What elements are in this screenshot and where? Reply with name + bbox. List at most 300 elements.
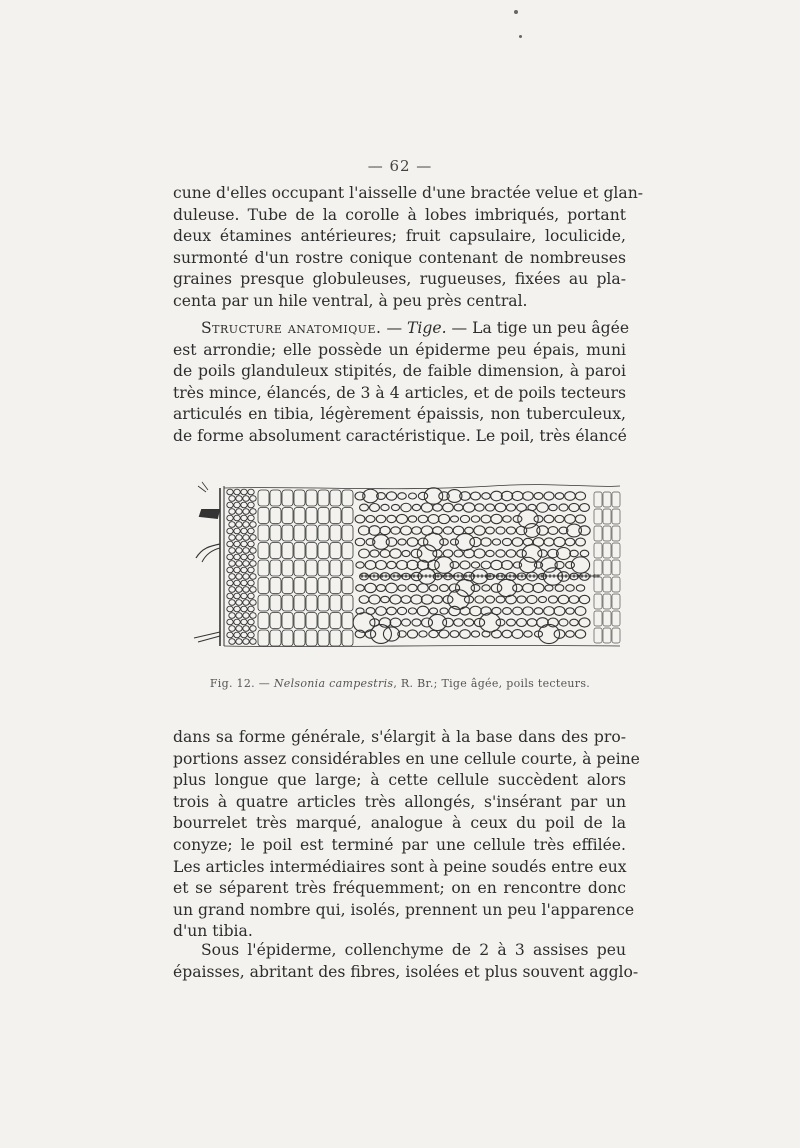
xylem-cell: [460, 492, 471, 501]
xylem-cell: [454, 619, 463, 626]
xylem-cell: [376, 515, 385, 522]
xylem-cell: [481, 561, 491, 569]
page-number: — 62 —: [367, 157, 433, 175]
xylem-cell: [355, 515, 365, 523]
parenchyma-cell: [270, 543, 281, 559]
cortex-cell: [250, 574, 256, 580]
pith-cell: [612, 577, 620, 592]
xylem-cell: [569, 596, 579, 604]
xylem-cell: [417, 606, 429, 616]
pith-cell: [612, 543, 620, 558]
cortex-cell: [234, 567, 240, 573]
cortex-cell: [243, 639, 249, 645]
xylem-cell: [544, 515, 554, 523]
cortex-cell: [250, 509, 256, 515]
xylem-cell: [390, 618, 401, 627]
xylem-cell: [555, 561, 564, 568]
parenchyma-cell: [294, 595, 305, 611]
xylem-cell: [380, 526, 390, 534]
xylem-cell: [419, 631, 427, 637]
xylem-cell: [579, 595, 589, 603]
parenchyma-cell: [270, 525, 281, 541]
xylem-cell: [355, 538, 364, 545]
xylem-cell: [387, 515, 396, 522]
text-line: portions assez considérables en une cellule courte, à peine: [173, 749, 640, 768]
xylem-cell: [401, 596, 411, 604]
xylem-cell: [580, 550, 589, 557]
cortex-cell: [229, 496, 235, 502]
cambium-dot: [517, 575, 519, 577]
pith-cell: [594, 509, 602, 524]
xylem-cell: [507, 619, 516, 626]
text-line: Les articles intermédiaires sont à peine soudés entre eux: [173, 857, 627, 876]
text-line: Sous l'épiderme, collenchyme de 2 à 3 assises peu: [201, 941, 626, 959]
xylem-cell: [475, 504, 484, 511]
xylem-cell: [450, 516, 458, 522]
xylem-cell: [471, 562, 479, 568]
parenchyma-cell: [342, 595, 353, 611]
xylem-cell: [450, 631, 459, 638]
cambium-dot: [513, 575, 515, 577]
cortex-cell: [234, 606, 240, 612]
xylem-cell: [575, 630, 585, 638]
parenchyma-cell: [258, 543, 269, 559]
parenchyma-cell: [294, 543, 305, 559]
xylem-cell: [517, 550, 527, 558]
figure-caption: [0, 677, 800, 690]
cortex-cell: [227, 632, 233, 638]
cortex-cell: [243, 496, 249, 502]
cambium-dot: [381, 575, 383, 577]
xylem-cell: [443, 527, 452, 534]
cambium-dot: [585, 575, 587, 577]
xylem-cell: [502, 538, 511, 545]
xylem-cell: [454, 550, 463, 557]
xylem-cell: [365, 561, 376, 570]
cortex-cell: [248, 515, 254, 521]
xylem-cell: [566, 562, 575, 569]
cortex-cell: [234, 554, 240, 560]
xylem-cell: [412, 619, 421, 626]
xylem-cell: [548, 596, 557, 603]
parenchyma-cell: [258, 578, 269, 594]
cortex-cell: [248, 567, 254, 573]
xylem-cell: [460, 607, 470, 615]
xylem-cell: [408, 493, 416, 499]
cortex-cell: [236, 535, 242, 541]
xylem-cell: [566, 631, 575, 638]
parenchyma-cell: [282, 543, 293, 559]
text-line: de poils glanduleux stipités, de faible dimension, à paroi: [173, 362, 626, 381]
ink-speck: [514, 10, 518, 14]
xylem-cell: [460, 561, 470, 569]
paragraph-1: [173, 183, 644, 313]
xylem-cell: [555, 493, 564, 500]
parenchyma-cell: [318, 490, 329, 506]
cortex-cell: [248, 554, 254, 560]
text-line: conyze; le poil est terminé par une cellule très effilée.: [173, 835, 626, 854]
parenchyma-cell: [318, 508, 329, 524]
xylem-cell: [398, 493, 407, 500]
xylem-cell: [429, 585, 438, 592]
xylem-cell: [433, 596, 443, 604]
vessel-cell: [538, 624, 559, 643]
pith-cell: [612, 594, 620, 609]
cortex-cell: [234, 515, 240, 521]
parenchyma-cell: [270, 595, 281, 611]
xylem-cell: [576, 538, 586, 546]
parenchyma-cell: [282, 560, 293, 576]
cortex-cell: [250, 613, 256, 619]
parenchyma-cell: [330, 578, 341, 594]
xylem-cell: [517, 596, 526, 603]
cambium-dot: [413, 575, 415, 577]
cambium-dot: [461, 575, 463, 577]
xylem-cell: [370, 504, 380, 512]
text-line: plus longue que large; à cette cellule succèdent alors: [173, 771, 626, 790]
text-line: bourrelet très marqué, analogue à ceux du poil de la: [173, 814, 626, 833]
xylem-cell: [554, 607, 565, 616]
xylem-cell: [527, 595, 537, 603]
xylem-cell: [391, 527, 400, 534]
xylem-cell: [565, 538, 575, 546]
cambium-dot: [373, 575, 375, 577]
xylem-cell: [512, 491, 523, 500]
xylem-cell: [428, 560, 440, 570]
parenchyma-cell: [330, 630, 341, 646]
xylem-cell: [496, 596, 505, 603]
xylem-cell: [376, 607, 387, 616]
parenchyma-cell: [318, 630, 329, 646]
parenchyma-cell: [294, 578, 305, 594]
parenchyma-cell: [270, 560, 281, 576]
xylem-cell: [408, 584, 417, 591]
xylem-cell: [443, 550, 453, 558]
cortex-cell: [236, 613, 242, 619]
xylem-cell: [544, 538, 554, 546]
parenchyma-cell: [330, 525, 341, 541]
paragraph-4: [173, 940, 639, 983]
cambium-dot: [497, 575, 499, 577]
cambium-dot: [529, 575, 531, 577]
xylem-cell: [396, 514, 407, 523]
cortex-cell: [241, 489, 247, 495]
cortex-cell: [234, 489, 240, 495]
cortex-cell: [227, 541, 233, 547]
pith-cell: [603, 628, 611, 643]
xylem-cell: [464, 549, 475, 558]
parenchyma-cell: [318, 613, 329, 629]
xylem-cell: [398, 585, 406, 591]
parenchyma-cell: [258, 508, 269, 524]
cortex-cell: [250, 587, 256, 593]
xylem-cell: [554, 537, 565, 546]
xylem-cell: [369, 595, 380, 604]
xylem-cell: [450, 539, 458, 545]
xylem-cell: [555, 585, 564, 592]
cortex-cell: [241, 528, 247, 534]
parenchyma-cell: [294, 560, 305, 576]
xylem-cell: [463, 503, 474, 512]
parenchyma-cell: [306, 543, 317, 559]
xylem-cell: [506, 550, 515, 557]
cambium-dot: [437, 575, 439, 577]
xylem-cell: [418, 584, 429, 593]
xylem-cell: [491, 560, 502, 569]
cambium-dot: [533, 575, 535, 577]
xylem-cell: [401, 526, 412, 535]
parenchyma-cell: [294, 525, 305, 541]
xylem-cell: [502, 561, 513, 570]
cambium-dot: [581, 575, 583, 577]
cambium-dot: [457, 575, 459, 577]
cortex-cell: [236, 626, 242, 632]
xylem-cell: [428, 515, 439, 524]
vessel-cell: [424, 488, 442, 504]
text-line: trois à quatre articles très allongés, s'insérant par un: [173, 792, 626, 811]
cortex-cell: [241, 541, 247, 547]
cambium-dot: [385, 575, 387, 577]
parenchyma-cell: [294, 490, 305, 506]
xylem-cell: [380, 550, 390, 558]
cortex-cell: [250, 535, 256, 541]
parenchyma-cell: [342, 630, 353, 646]
caption-label: Fig. 12.: [209, 677, 255, 690]
xylem-cell: [558, 595, 569, 604]
xylem-cell: [359, 596, 369, 604]
caption-dash: —: [254, 677, 274, 690]
xylem-cell: [523, 492, 534, 501]
xylem-cell: [533, 538, 544, 547]
cortex-cell: [248, 489, 254, 495]
parenchyma-cell: [258, 525, 269, 541]
cambium-dot: [469, 575, 471, 577]
cortex-cell: [248, 502, 254, 508]
xylem-cell: [559, 619, 568, 626]
xylem-cell: [544, 492, 554, 500]
xylem-cell: [421, 595, 432, 604]
xylem-cell: [449, 606, 460, 615]
cortex-cell: [250, 496, 256, 502]
cortex-cell: [241, 606, 247, 612]
xylem-cell: [492, 607, 501, 614]
xylem-cell: [575, 515, 585, 523]
xylem-cell: [576, 585, 584, 591]
vessel-cell: [522, 545, 542, 563]
text-line: de forme absolument caractéristique. Le poil, très élancé: [173, 426, 627, 445]
xylem-cell: [440, 539, 449, 546]
parenchyma-cell: [270, 508, 281, 524]
caption-species: Nelsonia campestris: [273, 677, 394, 690]
xylem-cell: [482, 493, 491, 500]
xylem-cell: [579, 526, 590, 535]
xylem-cell: [537, 526, 548, 535]
cortex-cell: [236, 587, 242, 593]
parenchyma-cell: [258, 630, 269, 646]
pith-cell: [603, 526, 611, 541]
cortex-cell: [236, 639, 242, 645]
pith-cell: [603, 577, 611, 592]
pith-cell: [594, 543, 602, 558]
cortex-cell: [243, 561, 249, 567]
xylem-cell: [549, 504, 557, 510]
parenchyma-cell: [342, 543, 353, 559]
xylem-cell: [471, 492, 481, 500]
pith-cell: [594, 611, 602, 626]
vessel-cell: [518, 510, 538, 528]
parenchyma-cell: [270, 578, 281, 594]
parenchyma-cell: [258, 613, 269, 629]
xylem-cell: [485, 504, 494, 511]
xylem-cell: [566, 585, 575, 592]
cambium-dot: [377, 575, 379, 577]
cortex-cell: [227, 580, 233, 586]
paragraph-2: [173, 318, 630, 448]
vessel-cell: [497, 579, 516, 596]
xylem-cell: [433, 504, 442, 511]
xylem-cell: [386, 492, 396, 500]
pith-cell: [612, 492, 620, 507]
xylem-cell: [402, 550, 410, 556]
xylem-cell: [366, 608, 375, 615]
parenchyma-cell: [294, 508, 305, 524]
parenchyma-cell: [342, 508, 353, 524]
cortex-cell: [236, 522, 242, 528]
vessel-cell: [448, 590, 470, 610]
cambium-dot: [573, 575, 575, 577]
cambium-dot: [509, 575, 511, 577]
parenchyma-cell: [306, 630, 317, 646]
cortex-cell: [241, 632, 247, 638]
parenchyma-cell: [282, 525, 293, 541]
cortex-cell: [229, 561, 235, 567]
xylem-cell: [575, 607, 586, 616]
cortex-cell: [236, 561, 242, 567]
cambium-dot: [593, 575, 595, 577]
cortex-cell: [229, 548, 235, 554]
xylem-cell: [358, 526, 369, 535]
xylem-cell: [527, 619, 537, 627]
xylem-cell: [471, 516, 480, 523]
parenchyma-cell: [294, 630, 305, 646]
xylem-cell: [491, 584, 502, 593]
text-line: est arrondie; elle possède un épiderme peu épais, muni: [173, 340, 626, 359]
xylem-cell: [401, 503, 412, 512]
parenchyma-cell: [342, 613, 353, 629]
pith-cell: [594, 526, 602, 541]
parenchyma-cell: [330, 613, 341, 629]
xylem-cell: [464, 619, 473, 626]
cortex-cell: [227, 515, 233, 521]
cortex-cell: [248, 580, 254, 586]
cortex-cell: [241, 580, 247, 586]
xylem-cell: [408, 608, 416, 614]
vessel-cell: [480, 613, 501, 632]
parenchyma-cell: [258, 560, 269, 576]
parenchyma-cell: [258, 595, 269, 611]
xylem-cell: [548, 527, 558, 535]
cambium-dot: [361, 575, 363, 577]
cortex-cell: [229, 626, 235, 632]
parenchyma-cell: [282, 508, 293, 524]
section-subject: Tige.: [407, 319, 447, 337]
xylem-cell: [411, 595, 422, 604]
xylem-cell: [481, 538, 491, 546]
parenchyma-cell: [330, 490, 341, 506]
xylem-cell: [512, 630, 523, 639]
text-line: et se séparent très fréquemment; on en rencontre donc: [173, 879, 626, 898]
xylem-cell: [570, 619, 579, 626]
xylem-cell: [418, 515, 428, 523]
cortex-cell: [227, 567, 233, 573]
pith-cell: [603, 509, 611, 524]
xylem-cell: [387, 561, 396, 568]
parenchyma-cell: [258, 490, 269, 506]
xylem-cell: [408, 516, 416, 522]
xylem-cell: [580, 504, 590, 512]
cortex-cell: [250, 522, 256, 528]
cambium-dot: [393, 575, 395, 577]
xylem-cell: [502, 630, 512, 638]
vessel-cell: [417, 545, 436, 562]
xylem-cell: [390, 549, 401, 558]
text-line: graines presque globuleuses, rugueuses, fixées au pla-: [173, 270, 626, 289]
cortex-cell: [236, 509, 242, 515]
cortex-cell: [234, 593, 240, 599]
xylem-cell: [506, 527, 515, 534]
cortex-cell: [227, 619, 233, 625]
cortex-cell: [250, 548, 256, 554]
xylem-cell: [513, 562, 521, 568]
cortex-cell: [248, 619, 254, 625]
cortex-cell: [236, 496, 242, 502]
cortex-cell: [236, 574, 242, 580]
xylem-cell: [375, 560, 386, 569]
cortex-cell: [250, 561, 256, 567]
xylem-cell: [524, 631, 532, 637]
xylem-cell: [534, 608, 543, 615]
cortex-cell: [248, 606, 254, 612]
parenchyma-cell: [306, 578, 317, 594]
parenchyma-cell: [318, 578, 329, 594]
parenchyma-cell: [306, 525, 317, 541]
xylem-cell: [527, 572, 538, 581]
parenchyma-cell: [306, 508, 317, 524]
cambium-dot: [465, 575, 467, 577]
xylem-cell: [575, 492, 585, 500]
cortex-cell: [236, 548, 242, 554]
xylem-cell: [559, 504, 568, 511]
cortex-cell: [227, 528, 233, 534]
cortex-cell: [241, 502, 247, 508]
xylem-cell: [565, 515, 576, 524]
xylem-cell: [523, 584, 534, 593]
xylem-cell: [555, 515, 564, 522]
cortex-cell: [243, 626, 249, 632]
xylem-cell: [356, 562, 364, 568]
parenchyma-cell: [282, 613, 293, 629]
cambium-dot: [365, 575, 367, 577]
xylem-cell: [366, 515, 375, 522]
xylem-cell: [474, 526, 485, 535]
cortex-cell: [250, 600, 256, 606]
cortex-cell: [229, 600, 235, 606]
parenchyma-cell: [318, 595, 329, 611]
xylem-cell: [377, 585, 386, 592]
xylem-cell: [471, 585, 480, 592]
xylem-cell: [407, 560, 418, 569]
xylem-cell: [523, 607, 533, 615]
